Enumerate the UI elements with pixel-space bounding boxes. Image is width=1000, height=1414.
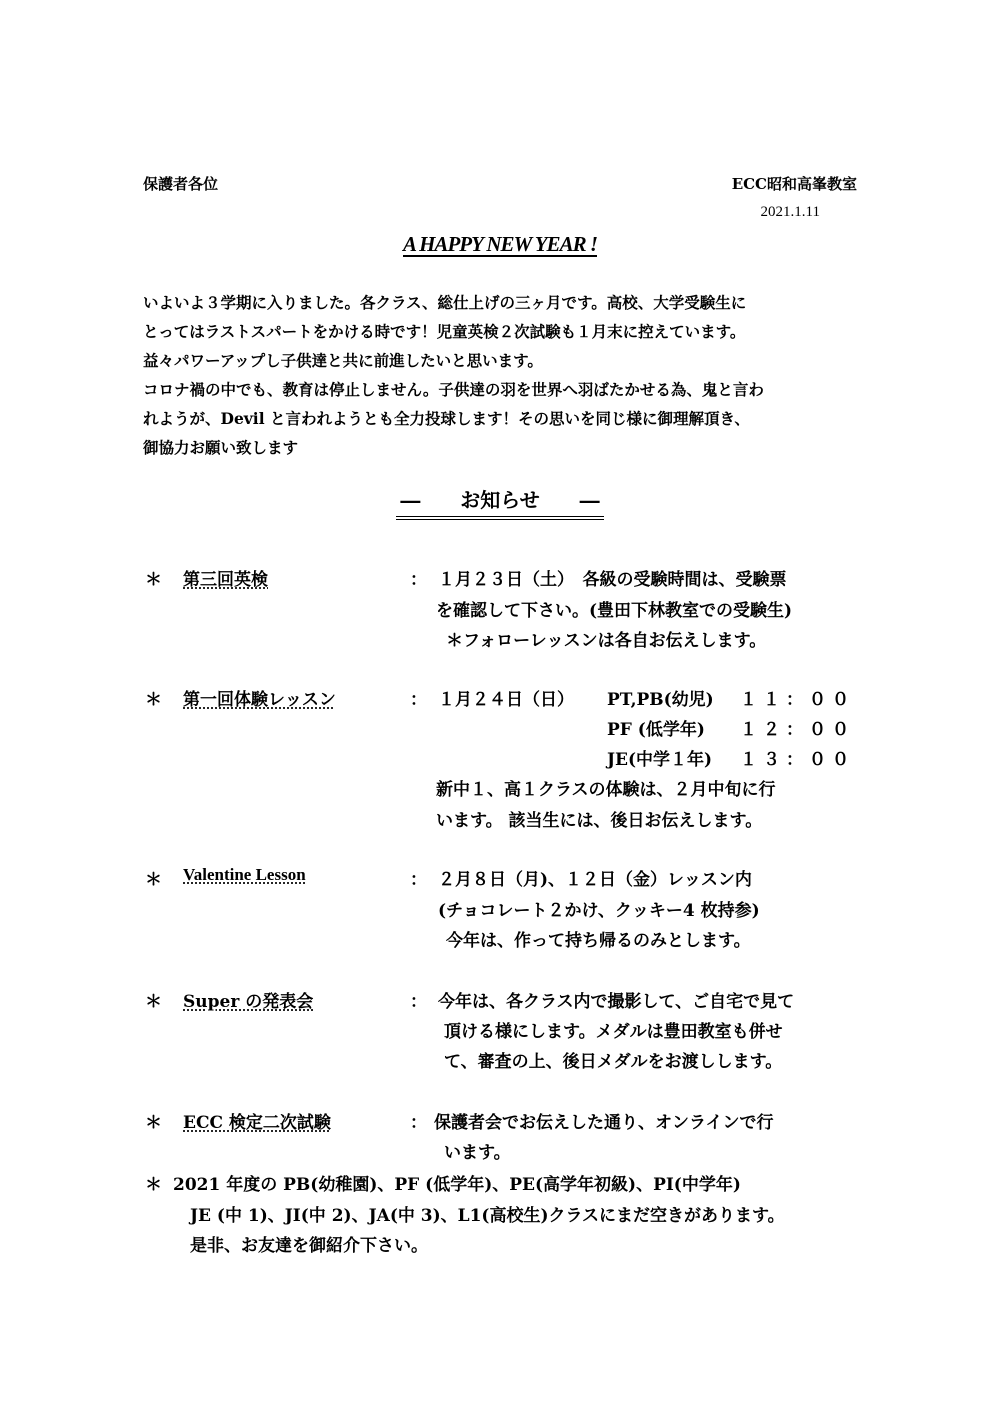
document-title: A HAPPY NEW YEAR !: [403, 232, 597, 256]
item-line: (チョコレート２かけ、クッキー4 枚持参): [438, 901, 760, 921]
schedule-time: １２：００: [740, 720, 855, 740]
item-line: １月２３日（土） 各級の受験時間は、受験票: [438, 570, 787, 590]
item-line: 今年は、作って持ち帰るのみとします。: [446, 931, 751, 951]
heading-dash: ―: [579, 488, 600, 512]
item-label: ECC 検定二次試験: [183, 1113, 331, 1133]
asterisk-icon: ＊: [145, 1175, 162, 1195]
item-colon: ：: [410, 1113, 427, 1133]
footer-note-line: 是非、お友達を御紹介下さい。: [190, 1236, 428, 1256]
item-colon: ：: [410, 870, 427, 890]
item-label: 第三回英検: [183, 570, 268, 590]
item-line: ＊フォローレッスンは各自お伝えします。: [446, 631, 767, 651]
item-label: 第一回体験レッスン: [183, 690, 336, 710]
item-line: 今年は、各クラス内で撮影して、ご自宅で見て: [438, 992, 795, 1012]
asterisk-icon: ＊: [145, 870, 162, 890]
asterisk-icon: ＊: [145, 992, 162, 1012]
footer-note-line: 2021 年度の PB(幼稚園)、PF (低学年)、PE(高学年初級)、PI(中学年): [173, 1175, 741, 1195]
asterisk-icon: ＊: [145, 570, 162, 590]
intro-line: 御協力お願い致します: [143, 438, 299, 457]
footer-note-line: JE (中 1)、JI(中 2)、JA(中 3)、L1(高校生)クラスにまだ空きがあります。: [190, 1206, 785, 1226]
intro-line: れようが、Devil と言われようとも全力投球します！その思いを同じ様に御理解頂き、: [143, 409, 750, 428]
school-name: ECC昭和高峯教室: [731, 175, 857, 193]
asterisk-icon: ＊: [145, 690, 162, 710]
item-line: います。 該当生には、後日お伝えします。: [436, 811, 763, 831]
greeting: 保護者各位: [143, 175, 219, 193]
notice-heading: [0, 484, 1000, 520]
schedule-class: PT,PB(幼児): [607, 690, 714, 710]
item-line: 保護者会でお伝えした通り、オンラインで行: [434, 1113, 774, 1133]
schedule-class: JE(中学１年): [607, 750, 713, 770]
heading-dash: ―: [400, 488, 421, 512]
intro-line: コロナ禍の中でも、教育は停止しません。子供達の羽を世界へ羽ばたかせる為、鬼と言わ: [143, 380, 764, 399]
intro-paragraph: [143, 288, 764, 462]
item-label: Valentine Lesson: [183, 865, 306, 884]
item-line: て、審査の上、後日メダルをお渡しします。: [444, 1052, 783, 1072]
item-line: を確認して下さい。(豊田下林教室での受験生): [436, 601, 793, 621]
item-line: 新中１、高１クラスの体験は、２月中旬に行: [436, 780, 776, 800]
item-line: 頂ける様にします。メダルは豊田教室も併せ: [444, 1022, 783, 1042]
item-colon: ：: [410, 570, 427, 590]
item-colon: ：: [410, 992, 427, 1012]
document-date: 2021.1.11: [760, 204, 820, 220]
item-line: います。: [444, 1143, 511, 1163]
heading-text: お知らせ: [460, 488, 540, 512]
item-label: Super の発表会: [183, 992, 314, 1012]
item-colon: ：: [410, 690, 427, 710]
schedule-time: １１：００: [740, 690, 855, 710]
item-date: １月２４日（日）: [438, 690, 574, 710]
schedule-class: PF (低学年): [607, 720, 705, 740]
item-line: ２月８日（月)、１２日（金）レッスン内: [438, 870, 752, 890]
asterisk-icon: ＊: [145, 1113, 162, 1133]
intro-line: いよいよ３学期に入りました。各クラス、総仕上げの三ヶ月です。高校、大学受験生に: [143, 293, 747, 312]
intro-line: とってはラストスパートをかける時です！児童英検２次試験も１月末に控えています。: [143, 322, 746, 341]
schedule-time: １３：００: [740, 750, 855, 770]
intro-line: 益々パワーアップし子供達と共に前進したいと思います。: [143, 351, 543, 370]
